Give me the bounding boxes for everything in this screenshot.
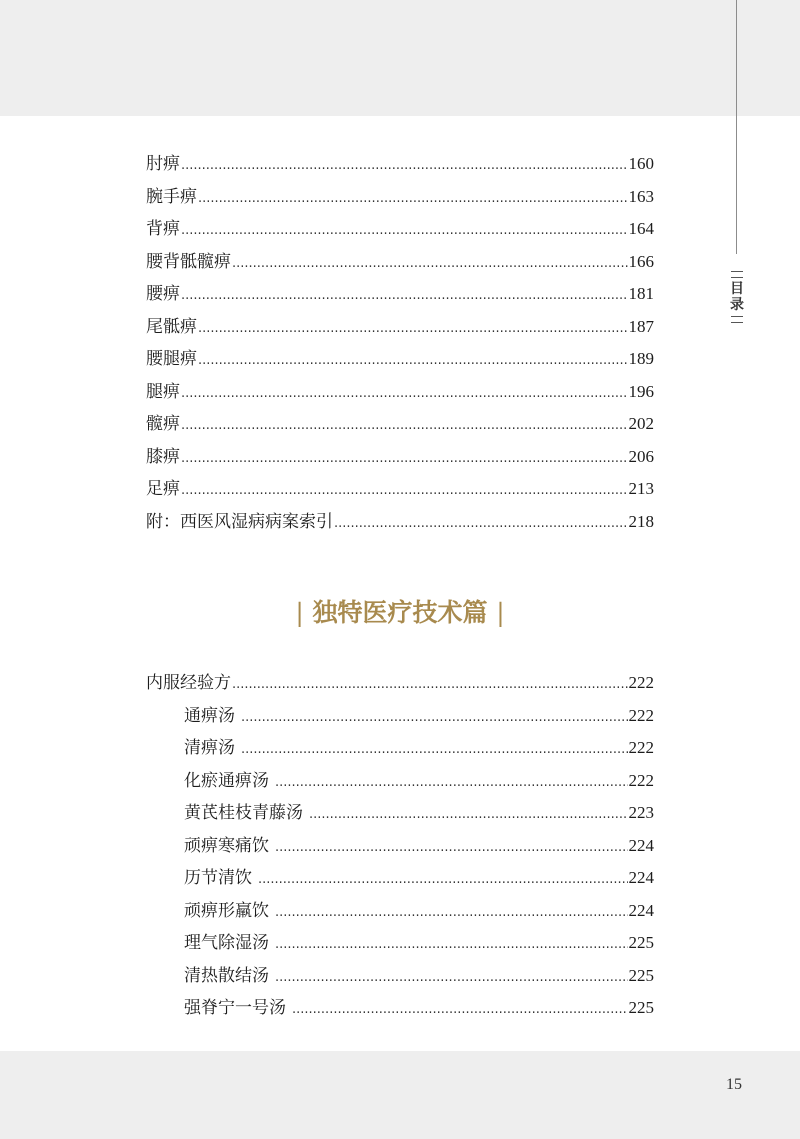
toc-entry-title: 腕手痹 — [146, 186, 197, 207]
toc-entry-title: 通痹汤 — [184, 705, 235, 726]
toc-entry[interactable] — [146, 732, 654, 765]
toc-entry-title: 附：西医风湿病病案索引 — [146, 511, 333, 532]
toc-entry-title: 强脊宁一号汤 — [184, 998, 286, 1018]
toc-entry-page: 224 — [628, 900, 654, 920]
divider — [731, 271, 743, 278]
toc-entry-page: 225 — [628, 933, 654, 952]
toc-entry[interactable] — [146, 700, 654, 733]
dot-leader — [198, 183, 628, 216]
dot-leader — [181, 150, 628, 183]
toc-entry-title: 内服经验方 — [146, 673, 231, 693]
toc-entry-page: 218 — [628, 511, 654, 531]
toc-entry-page: 224 — [628, 835, 654, 855]
bottom-margin-band — [0, 1051, 800, 1139]
toc-entry-title: 腰痹 — [146, 284, 180, 304]
dot-leader — [181, 378, 628, 411]
dot-leader — [292, 994, 628, 1027]
toc-entry[interactable] — [146, 667, 654, 700]
toc-entry-title: 肘痹 — [146, 154, 180, 174]
toc-entry[interactable] — [146, 181, 654, 214]
toc-entry[interactable] — [146, 797, 654, 830]
toc-entry[interactable] — [146, 278, 654, 311]
dot-leader — [275, 962, 628, 995]
dot-leader — [181, 443, 628, 476]
dot-leader — [258, 864, 628, 897]
toc-entry-title: 理气除湿汤 — [184, 933, 269, 953]
toc-list-bottom — [146, 667, 654, 1025]
toc-entry-page: 187 — [628, 316, 654, 336]
toc-entry-title: 清热散结汤 — [184, 965, 269, 986]
toc-entry-page: 166 — [628, 251, 654, 271]
toc-entry[interactable] — [146, 343, 654, 376]
dot-leader — [275, 897, 628, 930]
top-margin-band — [0, 0, 800, 116]
toc-entry-page: 222 — [628, 738, 654, 757]
toc-entry-page: 181 — [628, 284, 654, 303]
toc-entry-title: 腰腿痹 — [146, 349, 197, 369]
toc-entry[interactable] — [146, 441, 654, 474]
toc-entry[interactable] — [146, 246, 654, 279]
toc-entry-page: 164 — [628, 219, 654, 238]
dot-leader — [181, 475, 628, 508]
toc-entry[interactable] — [146, 960, 654, 993]
toc-entry[interactable] — [146, 506, 654, 539]
toc-entry[interactable] — [146, 927, 654, 960]
toc-entry-page: 223 — [628, 803, 654, 822]
toc-entry-page: 213 — [628, 479, 654, 498]
toc-entry-title: 髋痹 — [146, 414, 180, 434]
dot-leader — [241, 734, 628, 767]
toc-entry[interactable] — [146, 473, 654, 506]
dot-leader — [198, 313, 628, 346]
toc-entry-title: 清痹汤 — [184, 738, 235, 758]
dot-leader — [275, 832, 628, 865]
toc-entry-title: 尾骶痹 — [146, 316, 197, 337]
heading-bar-left: | — [295, 598, 304, 627]
dot-leader — [181, 280, 628, 313]
toc-entry[interactable] — [146, 992, 654, 1025]
toc-entry[interactable] — [146, 148, 654, 181]
toc-entry-page: 202 — [628, 414, 654, 433]
toc-entry-page: 222 — [628, 673, 654, 692]
divider — [731, 316, 743, 323]
dot-leader — [181, 410, 628, 443]
side-rule — [736, 0, 737, 254]
toc-entry-page: 189 — [628, 349, 654, 368]
dot-leader — [181, 215, 628, 248]
toc-entry[interactable] — [146, 376, 654, 409]
dot-leader — [232, 248, 628, 281]
toc-entry-page: 225 — [628, 998, 654, 1017]
toc-entry-title: 历节清饮 — [184, 868, 252, 888]
toc-entry-title: 化瘀通痹汤 — [184, 770, 269, 791]
dot-leader — [241, 702, 628, 735]
toc-entry[interactable] — [146, 895, 654, 928]
toc-entry-title: 腿痹 — [146, 381, 180, 402]
toc-entry-title: 腰背骶髋痹 — [146, 251, 231, 272]
toc-entry-page: 222 — [628, 770, 654, 790]
section-tab-label — [727, 268, 747, 326]
dot-leader — [334, 508, 628, 541]
toc-entry-page: 224 — [628, 868, 654, 887]
page-number: 15 — [726, 1076, 742, 1093]
section-title-text: 独特医疗技术篇 — [312, 598, 488, 627]
toc-entry-title: 背痹 — [146, 219, 180, 239]
dot-leader — [309, 799, 628, 832]
dot-leader — [275, 929, 628, 962]
toc-entry[interactable] — [146, 213, 654, 246]
dot-leader — [275, 767, 628, 800]
toc-entry-title: 足痹 — [146, 479, 180, 499]
toc-entry[interactable] — [146, 830, 654, 863]
toc-entry-page: 196 — [628, 381, 654, 401]
dot-leader — [198, 345, 628, 378]
toc-entry-page: 222 — [628, 705, 654, 725]
side-label-char: 录 — [730, 297, 744, 313]
toc-entry[interactable] — [146, 862, 654, 895]
toc-entry-title: 黄芪桂枝青藤汤 — [184, 803, 303, 823]
toc-entry-page: 225 — [628, 965, 654, 985]
heading-bar-right: | — [496, 598, 505, 627]
toc-entry-page: 206 — [628, 446, 654, 466]
dot-leader — [232, 669, 628, 702]
toc-entry[interactable] — [146, 408, 654, 441]
toc-entry[interactable] — [146, 311, 654, 344]
toc-entry-title: 顽痹寒痛饮 — [184, 835, 269, 856]
toc-list-top — [146, 148, 654, 538]
toc-entry-page: 160 — [628, 154, 654, 173]
toc-entry-title: 顽痹形羸饮 — [184, 900, 269, 921]
toc-entry-title: 膝痹 — [146, 446, 180, 467]
side-label-char: 目 — [730, 281, 744, 297]
section-heading — [0, 593, 800, 633]
toc-entry-page: 163 — [628, 186, 654, 206]
toc-entry[interactable] — [146, 765, 654, 798]
